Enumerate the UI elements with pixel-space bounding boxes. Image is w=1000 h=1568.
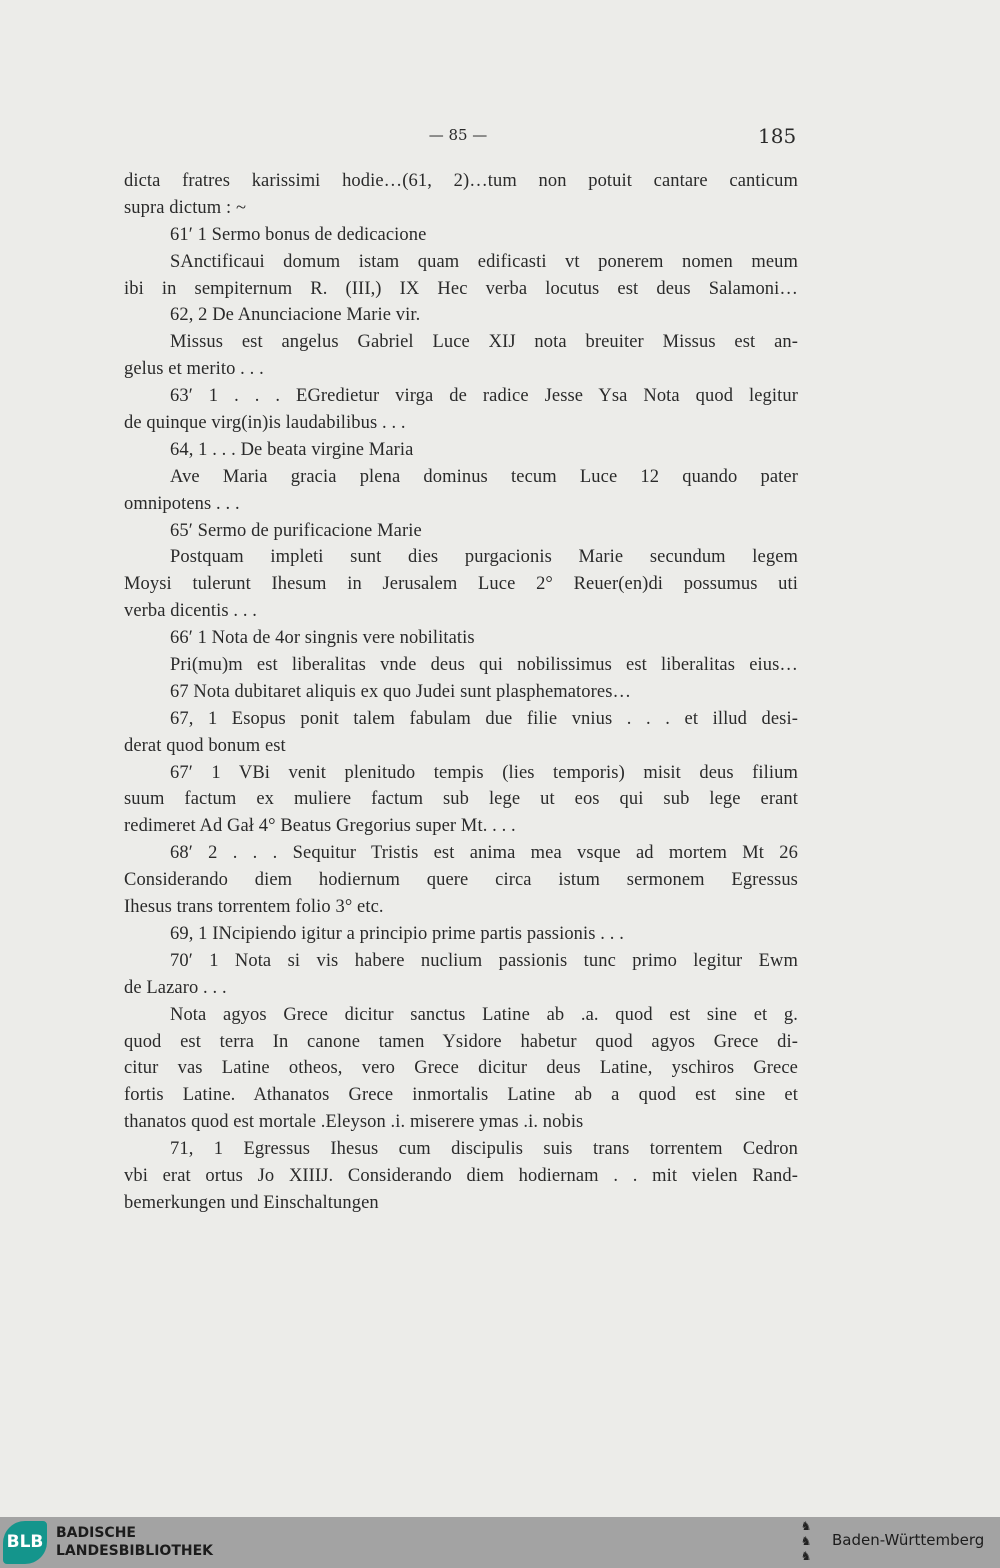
text-line: omnipotens . . . <box>124 493 240 514</box>
library-name-line1: BADISCHE <box>56 1525 136 1541</box>
text-line: 70′ 1 Nota si vis habere nuclium passionis tunc primo legitur Ewm <box>170 950 798 971</box>
text-line: 64, 1 . . . De beata virgine Maria <box>170 439 414 460</box>
text-line: fortis Latine. Athanatos Grece inmortalis Latine ab a quod est sine et <box>124 1085 798 1106</box>
text-line: de quinque virg(in)is laudabilibus . . . <box>124 413 406 434</box>
text-line: verba dicentis . . . <box>124 601 257 622</box>
library-name <box>56 1524 213 1560</box>
text-line: 68′ 2 . . . Sequitur Tristis est anima mea vsque ad mortem Mt 26 <box>170 843 798 864</box>
text-line: Nota agyos Grece dicitur sanctus Latine ab .a. quod est sine et g. <box>170 1004 798 1025</box>
page-number: 185 <box>758 124 797 148</box>
text-line: citur vas Latine otheos, vero Grece dicitur deus Latine, yschiros Grece <box>124 1058 798 1079</box>
text-line: Ave Maria gracia plena dominus tecum Luce 12 quando pater <box>170 466 798 487</box>
text-line: 62, 2 De Anunciacione Marie vir. <box>170 305 421 326</box>
text-line: gelus et merito . . . <box>124 359 264 380</box>
text-line: 61′ 1 Sermo bonus de dedicacione <box>170 224 427 245</box>
text-line: 63′ 1 . . . EGredietur virga de radice Jesse Ysa Nota quod legitur <box>170 386 798 407</box>
text-line: Postquam impleti sunt dies purgacionis Marie secundum legem <box>170 547 798 568</box>
text-line: de Lazaro . . . <box>124 977 227 998</box>
text-line: Pri(mu)m est liberalitas vnde deus qui nobilissimus est liberalitas eius… <box>170 655 798 676</box>
text-line: redimeret Ad Gał 4° Beatus Gregorius super Mt. . . . <box>124 816 516 837</box>
text-line: 69, 1 INcipiendo igitur a principio prime partis passionis . . . <box>170 923 624 944</box>
state-name[interactable]: Baden-Württemberg <box>832 1531 985 1549</box>
text-line: Ihesus trans torrentem folio 3° etc. <box>124 897 384 918</box>
text-line: supra dictum : ~ <box>124 197 247 218</box>
library-name-line2: LANDESBIBLIOTHEK <box>56 1543 214 1559</box>
text-line: quod est terra In canone tamen Ysidore habetur quod agyos Grece di- <box>124 1031 798 1052</box>
text-line: 65′ Sermo de purificacione Marie <box>170 520 422 541</box>
text-line: ibi in sempiternum R. (III,) IX Hec verba locutus est deus Salamoni… <box>124 278 798 299</box>
footer-bar <box>0 1517 1000 1568</box>
text-line: 71, 1 Egressus Ihesus cum discipulis suis trans torrentem Cedron <box>170 1139 798 1160</box>
text-line: Missus est angelus Gabriel Luce XIJ nota breuiter Missus est an- <box>170 332 798 353</box>
text-line: vbi erat ortus Jo XIIIJ. Considerando diem hodiernam . . mit vielen Rand- <box>124 1165 798 1186</box>
blb-logo[interactable]: BLB <box>3 1521 47 1564</box>
text-line: suum factum ex muliere factum sub lege ut eos qui sub lege erant <box>124 789 798 810</box>
text-line: 66′ 1 Nota de 4or singnis vere nobilitatis <box>170 628 475 649</box>
text-line: 67′ 1 VBi venit plenitudo tempis (lies temporis) misit deus filium <box>170 762 798 783</box>
text-line: bemerkungen und Einschaltungen <box>124 1192 379 1213</box>
text-line: 67, 1 Esopus ponit talem fabulam due filie vnius . . . et illud desi- <box>170 708 798 729</box>
body-text <box>124 168 798 1217</box>
text-line: SAnctificaui domum istam quam edificasti vt ponerem nomen meum <box>170 251 798 272</box>
text-line: thanatos quod est mortale .Eleyson .i. miserere ymas .i. nobis <box>124 1112 584 1133</box>
running-header: — 85 — <box>428 126 488 144</box>
text-line: Moysi tulerunt Ihesum in Jerusalem Luce 2° Reuer(en)di possumus uti <box>124 574 798 595</box>
text-line: derat quod bonum est <box>124 735 286 756</box>
text-line: 67 Nota dubitaret aliquis ex quo Judei sunt plasphematores… <box>170 681 632 702</box>
text-line: Considerando diem hodiernum quere circa istum sermonem Egressus <box>124 870 798 891</box>
text-line: dicta fratres karissimi hodie…(61, 2)…tum non potuit cantare canticum <box>124 171 798 191</box>
coat-of-arms-icon: ♞ ♞ ♞ <box>800 1519 812 1563</box>
